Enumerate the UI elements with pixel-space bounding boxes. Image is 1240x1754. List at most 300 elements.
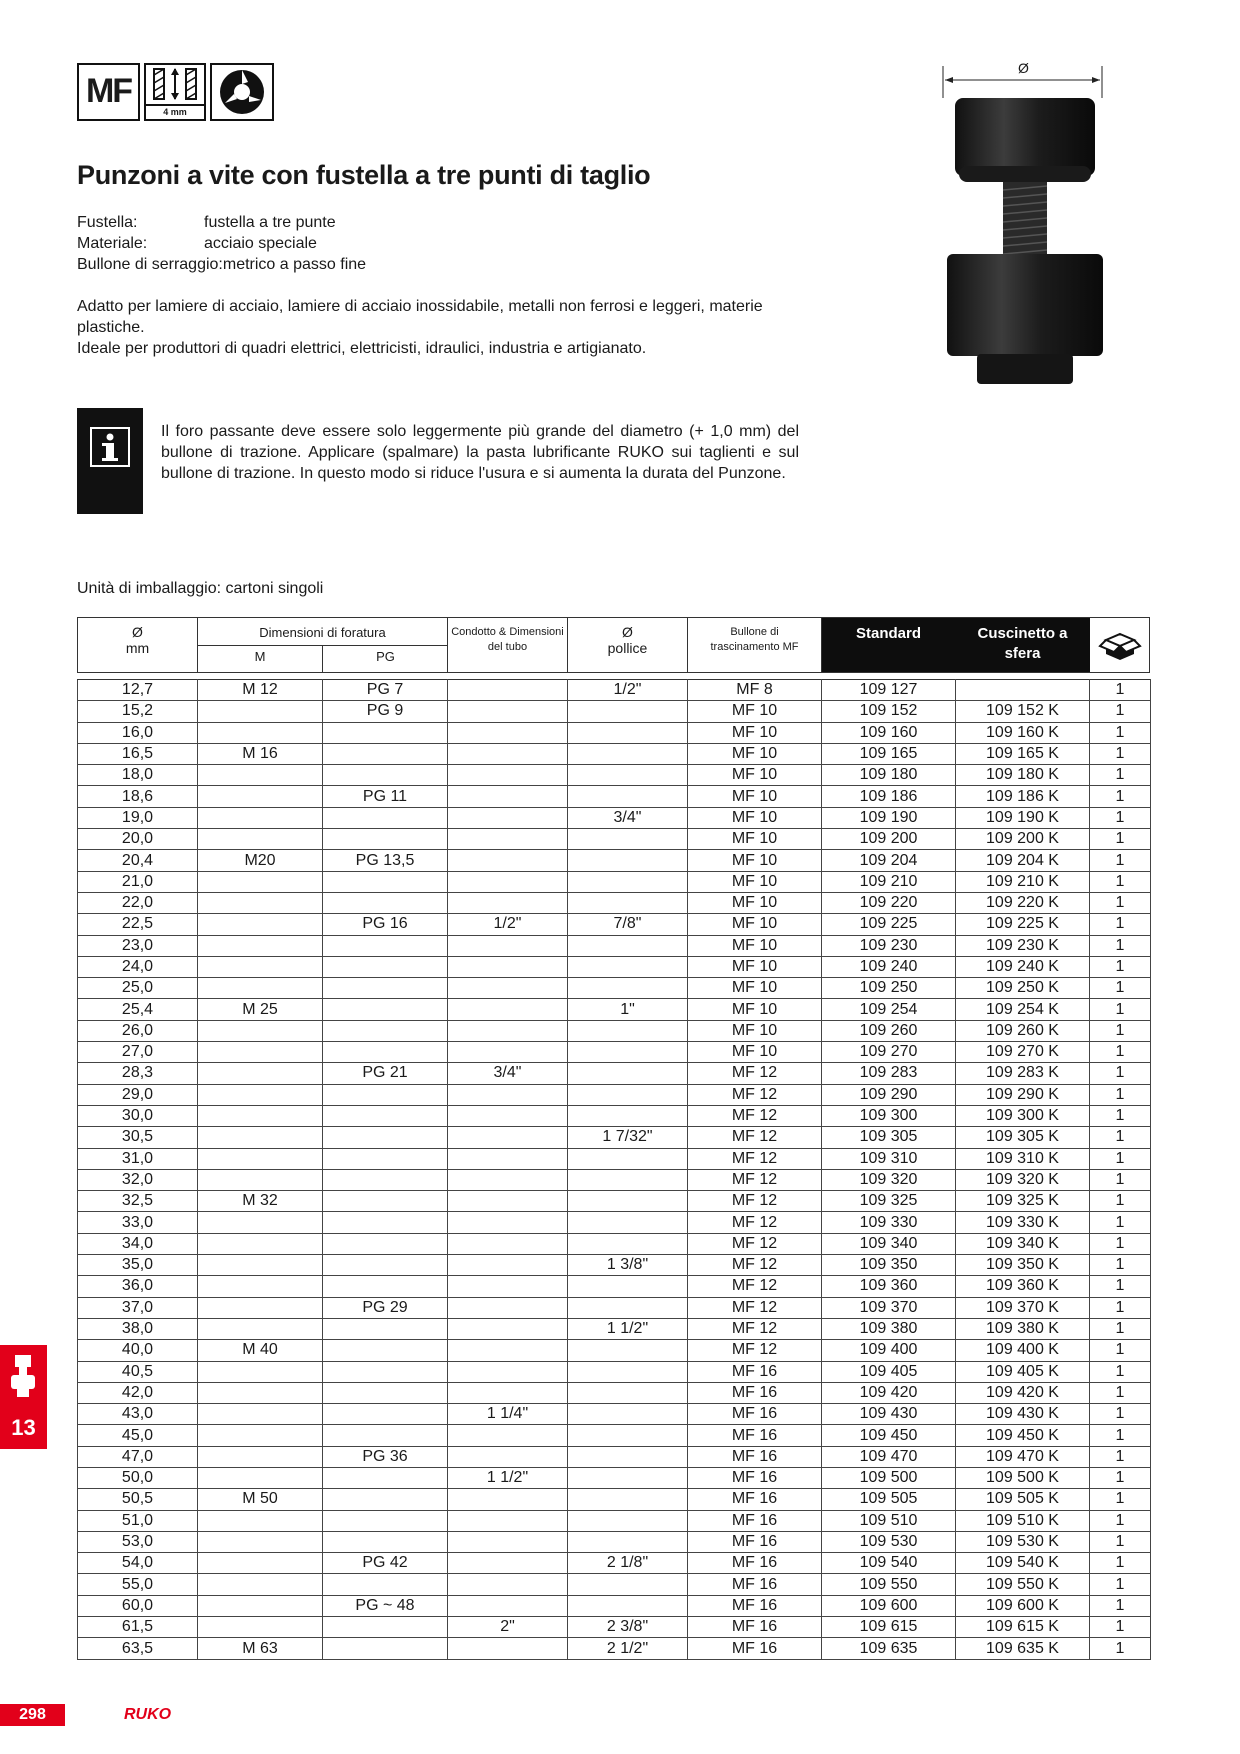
- table-cell: [323, 1425, 448, 1446]
- table-cell: [198, 807, 323, 828]
- spec-bullone: [77, 254, 366, 275]
- table-cell: MF 16: [688, 1617, 822, 1638]
- table-cell: MF 12: [688, 1191, 822, 1212]
- table-cell: [448, 1318, 568, 1339]
- table-row: [78, 1148, 1151, 1169]
- header-m: M: [198, 646, 323, 673]
- table-cell: [198, 1148, 323, 1169]
- table-cell: 2": [448, 1617, 568, 1638]
- table-cell: PG 13,5: [323, 850, 448, 871]
- table-cell: [198, 914, 323, 935]
- table-cell: [323, 807, 448, 828]
- table-cell: 109 340: [822, 1233, 956, 1254]
- table-row: [78, 935, 1151, 956]
- punch-product-image: [935, 58, 1115, 398]
- table-row: [78, 1553, 1151, 1574]
- package-box-icon: [1090, 618, 1150, 672]
- header-standard: Standard: [822, 618, 956, 672]
- table-cell: [448, 1148, 568, 1169]
- table-cell: [448, 1020, 568, 1041]
- product-table: [77, 679, 1151, 1660]
- table-cell: 109 550: [822, 1574, 956, 1595]
- table-cell: 109 190 K: [956, 807, 1090, 828]
- brand-logo: RUKO: [124, 1706, 172, 1723]
- table-cell: 37,0: [78, 1297, 198, 1318]
- table-row: [78, 1467, 1151, 1488]
- table-cell: [568, 722, 688, 743]
- table-cell: 109 615: [822, 1617, 956, 1638]
- table-cell: 109 505 K: [956, 1489, 1090, 1510]
- table-cell: [568, 1212, 688, 1233]
- table-cell: 1: [1090, 1127, 1151, 1148]
- table-cell: MF 12: [688, 1063, 822, 1084]
- chapter-number: 13: [11, 1415, 36, 1440]
- table-cell: [323, 829, 448, 850]
- table-cell: [448, 1510, 568, 1531]
- table-cell: 109 225 K: [956, 914, 1090, 935]
- table-row: [78, 1042, 1151, 1063]
- table-cell: 33,0: [78, 1212, 198, 1233]
- table-cell: [568, 850, 688, 871]
- header-conduit: Condotto & Dimensioni del tubo: [448, 618, 568, 672]
- spec-value: fustella a tre punte: [204, 214, 336, 231]
- table-cell: 1 1/4": [448, 1404, 568, 1425]
- material-thickness-icon: [144, 63, 206, 121]
- table-cell: [568, 956, 688, 977]
- table-cell: [568, 1361, 688, 1382]
- table-cell: 109 230 K: [956, 935, 1090, 956]
- table-cell: 109 225: [822, 914, 956, 935]
- table-cell: [198, 1233, 323, 1254]
- table-cell: [568, 1510, 688, 1531]
- table-cell: [198, 1382, 323, 1403]
- table-cell: 1: [1090, 1318, 1151, 1339]
- table-cell: 60,0: [78, 1595, 198, 1616]
- table-cell: [568, 1063, 688, 1084]
- table-cell: MF 10: [688, 1020, 822, 1041]
- table-cell: 1: [1090, 786, 1151, 807]
- table-cell: 1: [1090, 978, 1151, 999]
- table-cell: [568, 1191, 688, 1212]
- table-cell: 109 204 K: [956, 850, 1090, 871]
- table-cell: 30,0: [78, 1105, 198, 1126]
- table-cell: 18,0: [78, 765, 198, 786]
- table-cell: 27,0: [78, 1042, 198, 1063]
- table-cell: [198, 1212, 323, 1233]
- table-cell: [568, 1233, 688, 1254]
- table-cell: 109 210: [822, 871, 956, 892]
- table-cell: 1: [1090, 701, 1151, 722]
- table-cell: [198, 1105, 323, 1126]
- table-cell: 1: [1090, 871, 1151, 892]
- table-cell: [198, 1446, 323, 1467]
- table-cell: 1: [1090, 1212, 1151, 1233]
- table-cell: 15,2: [78, 701, 198, 722]
- table-cell: 109 300 K: [956, 1105, 1090, 1126]
- table-cell: 1: [1090, 1638, 1151, 1659]
- table-cell: [568, 1276, 688, 1297]
- table-cell: 109 250: [822, 978, 956, 999]
- table-row: [78, 829, 1151, 850]
- table-cell: [323, 1340, 448, 1361]
- table-cell: [198, 1574, 323, 1595]
- table-cell: 109 152 K: [956, 701, 1090, 722]
- table-cell: 1: [1090, 1105, 1151, 1126]
- table-cell: 1: [1090, 1297, 1151, 1318]
- table-cell: 29,0: [78, 1084, 198, 1105]
- table-cell: M 16: [198, 743, 323, 764]
- table-cell: 25,0: [78, 978, 198, 999]
- table-row: [78, 1446, 1151, 1467]
- table-cell: 1: [1090, 1020, 1151, 1041]
- diameter-label: Ø: [1018, 60, 1029, 76]
- table-cell: 109 186: [822, 786, 956, 807]
- table-cell: [568, 935, 688, 956]
- table-cell: 19,0: [78, 807, 198, 828]
- table-cell: 26,0: [78, 1020, 198, 1041]
- table-cell: 30,5: [78, 1127, 198, 1148]
- table-cell: MF 16: [688, 1595, 822, 1616]
- info-block: [77, 408, 143, 514]
- table-cell: [198, 1297, 323, 1318]
- table-cell: 1 3/8": [568, 1255, 688, 1276]
- header-diameter-mm: [78, 618, 198, 672]
- table-cell: 16,5: [78, 743, 198, 764]
- table-cell: [323, 935, 448, 956]
- table-cell: 109 350 K: [956, 1255, 1090, 1276]
- table-cell: 18,6: [78, 786, 198, 807]
- table-cell: MF 10: [688, 722, 822, 743]
- table-cell: M 12: [198, 680, 323, 701]
- table-cell: [323, 1318, 448, 1339]
- table-cell: [568, 743, 688, 764]
- table-cell: 1: [1090, 743, 1151, 764]
- spec-key: Materiale:: [77, 235, 148, 252]
- table-cell: [323, 1638, 448, 1659]
- table-cell: M 50: [198, 1489, 323, 1510]
- table-cell: [323, 1169, 448, 1190]
- table-cell: 32,0: [78, 1169, 198, 1190]
- table-cell: 1: [1090, 1425, 1151, 1446]
- table-cell: 1: [1090, 1489, 1151, 1510]
- table-cell: 1: [1090, 914, 1151, 935]
- packaging-unit: Unità di imballaggio: cartoni singoli: [77, 580, 324, 597]
- table-cell: [448, 1553, 568, 1574]
- table-cell: 109 400 K: [956, 1340, 1090, 1361]
- table-cell: [198, 1276, 323, 1297]
- table-row: [78, 1020, 1151, 1041]
- table-cell: 109 380: [822, 1318, 956, 1339]
- table-cell: MF 12: [688, 1169, 822, 1190]
- table-cell: MF 10: [688, 914, 822, 935]
- table-row: [78, 999, 1151, 1020]
- table-cell: MF 10: [688, 786, 822, 807]
- table-row: [78, 765, 1151, 786]
- table-cell: 109 330 K: [956, 1212, 1090, 1233]
- table-cell: [198, 1617, 323, 1638]
- table-cell: PG 36: [323, 1446, 448, 1467]
- table-row: [78, 892, 1151, 913]
- table-row: [78, 1084, 1151, 1105]
- table-cell: 109 500: [822, 1467, 956, 1488]
- table-cell: 109 510 K: [956, 1510, 1090, 1531]
- table-cell: [323, 1233, 448, 1254]
- table-row: [78, 1404, 1151, 1425]
- mf-type-icon: [77, 63, 140, 121]
- table-cell: [323, 978, 448, 999]
- chapter-tab: [0, 1345, 47, 1449]
- table-row: [78, 1318, 1151, 1339]
- table-cell: 1: [1090, 1595, 1151, 1616]
- table-cell: 7/8": [568, 914, 688, 935]
- table-cell: 1: [1090, 1255, 1151, 1276]
- thickness-hatch-icon: [146, 65, 204, 105]
- table-row: [78, 1105, 1151, 1126]
- table-cell: [448, 786, 568, 807]
- table-cell: 109 250 K: [956, 978, 1090, 999]
- table-cell: 109 254 K: [956, 999, 1090, 1020]
- table-cell: [568, 1489, 688, 1510]
- table-cell: M 40: [198, 1340, 323, 1361]
- table-cell: [448, 892, 568, 913]
- table-cell: 109 200 K: [956, 829, 1090, 850]
- table-cell: [323, 1361, 448, 1382]
- table-cell: [568, 892, 688, 913]
- table-cell: [448, 1425, 568, 1446]
- table-cell: 47,0: [78, 1446, 198, 1467]
- table-cell: [323, 1148, 448, 1169]
- table-cell: 109 370 K: [956, 1297, 1090, 1318]
- table-cell: 109 350: [822, 1255, 956, 1276]
- table-cell: 109 240 K: [956, 956, 1090, 977]
- table-cell: 55,0: [78, 1574, 198, 1595]
- description-uses: Adatto per lamiere di acciaio, lamiere di acciaio inossidabile, metalli non ferrosi e leggeri, materie plastiche.: [77, 298, 763, 336]
- table-cell: [568, 829, 688, 850]
- table-cell: [568, 1020, 688, 1041]
- table-row: [78, 1191, 1151, 1212]
- table-cell: 109 305: [822, 1127, 956, 1148]
- table-cell: PG 16: [323, 914, 448, 935]
- table-cell: [323, 1020, 448, 1041]
- table-row: [78, 1382, 1151, 1403]
- table-cell: [568, 1425, 688, 1446]
- table-cell: MF 12: [688, 1148, 822, 1169]
- table-cell: 1: [1090, 956, 1151, 977]
- table-row: [78, 1276, 1151, 1297]
- table-cell: 109 165: [822, 743, 956, 764]
- table-cell: [198, 722, 323, 743]
- table-cell: [323, 1404, 448, 1425]
- table-cell: PG ~ 48: [323, 1595, 448, 1616]
- table-cell: [198, 1361, 323, 1382]
- table-cell: MF 10: [688, 743, 822, 764]
- table-cell: 42,0: [78, 1382, 198, 1403]
- table-cell: [198, 1063, 323, 1084]
- table-cell: [198, 1467, 323, 1488]
- table-cell: MF 12: [688, 1105, 822, 1126]
- header-dia-unit: mm: [125, 640, 150, 656]
- table-cell: 1: [1090, 1553, 1151, 1574]
- table-cell: MF 12: [688, 1276, 822, 1297]
- table-cell: 20,4: [78, 850, 198, 871]
- table-cell: 109 290: [822, 1084, 956, 1105]
- table-cell: 2 3/8": [568, 1617, 688, 1638]
- table-cell: 109 270 K: [956, 1042, 1090, 1063]
- table-cell: 109 360 K: [956, 1276, 1090, 1297]
- table-cell: 3/4": [568, 807, 688, 828]
- table-cell: 1: [1090, 1361, 1151, 1382]
- table-cell: [198, 1169, 323, 1190]
- table-cell: [568, 1467, 688, 1488]
- table-cell: 109 510: [822, 1510, 956, 1531]
- table-cell: [568, 765, 688, 786]
- table-cell: [323, 1531, 448, 1552]
- table-cell: 109 310 K: [956, 1148, 1090, 1169]
- table-cell: M20: [198, 850, 323, 871]
- header-dia-symbol: Ø: [132, 624, 143, 640]
- table-cell: [568, 1297, 688, 1318]
- spec-value: acciaio speciale: [204, 235, 317, 252]
- table-cell: 1: [1090, 1276, 1151, 1297]
- table-cell: MF 10: [688, 956, 822, 977]
- table-cell: [323, 956, 448, 977]
- table-cell: 109 300: [822, 1105, 956, 1126]
- table-cell: 109 180: [822, 765, 956, 786]
- table-cell: MF 10: [688, 850, 822, 871]
- header-bolt: Bullone di trascinamento MF: [688, 618, 822, 672]
- spec-materiale: [77, 233, 317, 254]
- table-row: [78, 743, 1151, 764]
- table-cell: 109 180 K: [956, 765, 1090, 786]
- table-cell: [448, 1297, 568, 1318]
- page-number: 298: [0, 1704, 65, 1726]
- table-cell: MF 12: [688, 1127, 822, 1148]
- table-cell: 109 165 K: [956, 743, 1090, 764]
- table-cell: 109 186 K: [956, 786, 1090, 807]
- table-cell: MF 12: [688, 1340, 822, 1361]
- table-cell: 109 505: [822, 1489, 956, 1510]
- table-cell: 1: [1090, 1531, 1151, 1552]
- table-cell: MF 16: [688, 1531, 822, 1552]
- table-cell: 50,0: [78, 1467, 198, 1488]
- table-cell: 43,0: [78, 1404, 198, 1425]
- table-header: [77, 617, 1150, 673]
- table-cell: 109 430 K: [956, 1404, 1090, 1425]
- table-cell: 16,0: [78, 722, 198, 743]
- table-cell: 109 260: [822, 1020, 956, 1041]
- table-cell: 1: [1090, 999, 1151, 1020]
- table-cell: [568, 1404, 688, 1425]
- table-cell: 50,5: [78, 1489, 198, 1510]
- table-cell: M 25: [198, 999, 323, 1020]
- table-row: [78, 956, 1151, 977]
- table-cell: 109 540: [822, 1553, 956, 1574]
- table-cell: [448, 743, 568, 764]
- table-row: [78, 1531, 1151, 1552]
- table-cell: 109 530: [822, 1531, 956, 1552]
- table-cell: 54,0: [78, 1553, 198, 1574]
- table-cell: [568, 1340, 688, 1361]
- table-cell: [323, 1105, 448, 1126]
- table-cell: [198, 1042, 323, 1063]
- table-cell: 45,0: [78, 1425, 198, 1446]
- header-inch-symbol: Ø: [622, 624, 633, 640]
- table-cell: [198, 1510, 323, 1531]
- table-cell: 109 152: [822, 701, 956, 722]
- table-row: [78, 1489, 1151, 1510]
- table-cell: [198, 978, 323, 999]
- table-cell: [198, 786, 323, 807]
- table-cell: 109 370: [822, 1297, 956, 1318]
- table-cell: 1 1/2": [568, 1318, 688, 1339]
- table-cell: 109 450 K: [956, 1425, 1090, 1446]
- table-cell: [323, 1084, 448, 1105]
- table-cell: 109 210 K: [956, 871, 1090, 892]
- table-row: [78, 914, 1151, 935]
- spec-key: Bullone di serraggio:: [77, 256, 223, 273]
- table-cell: MF 10: [688, 1042, 822, 1063]
- table-cell: [323, 722, 448, 743]
- spec-fustella: [77, 212, 336, 233]
- page-title: Punzoni a vite con fustella a tre punti di taglio: [77, 160, 651, 190]
- table-cell: [956, 680, 1090, 701]
- header-drill-dims: [198, 618, 448, 672]
- table-cell: [448, 978, 568, 999]
- table-cell: 31,0: [78, 1148, 198, 1169]
- table-cell: [568, 1574, 688, 1595]
- table-cell: [448, 1595, 568, 1616]
- table-cell: [568, 1531, 688, 1552]
- table-cell: PG 11: [323, 786, 448, 807]
- table-cell: MF 12: [688, 1318, 822, 1339]
- header-inch: [568, 618, 688, 672]
- table-cell: 109 305 K: [956, 1127, 1090, 1148]
- table-cell: MF 10: [688, 978, 822, 999]
- table-cell: [448, 1169, 568, 1190]
- table-cell: [448, 1233, 568, 1254]
- table-cell: 109 325 K: [956, 1191, 1090, 1212]
- table-cell: [323, 1276, 448, 1297]
- table-cell: MF 16: [688, 1510, 822, 1531]
- table-cell: 1 1/2": [448, 1467, 568, 1488]
- table-cell: [568, 1446, 688, 1467]
- table-cell: 109 540 K: [956, 1553, 1090, 1574]
- table-cell: 25,4: [78, 999, 198, 1020]
- header-pg: PG: [376, 649, 395, 664]
- table-row: [78, 871, 1151, 892]
- table-cell: MF 12: [688, 1255, 822, 1276]
- table-cell: 109 330: [822, 1212, 956, 1233]
- table-cell: 1: [1090, 1191, 1151, 1212]
- table-cell: 1: [1090, 1510, 1151, 1531]
- table-cell: [568, 786, 688, 807]
- table-cell: [198, 1255, 323, 1276]
- table-cell: MF 10: [688, 765, 822, 786]
- table-cell: [198, 1425, 323, 1446]
- table-cell: 109 190: [822, 807, 956, 828]
- table-cell: [568, 1105, 688, 1126]
- table-cell: PG 42: [323, 1553, 448, 1574]
- table-row: [78, 1297, 1151, 1318]
- table-cell: [448, 1191, 568, 1212]
- table-cell: 61,5: [78, 1617, 198, 1638]
- table-cell: [448, 1127, 568, 1148]
- table-row: [78, 807, 1151, 828]
- table-cell: [323, 871, 448, 892]
- table-cell: [568, 1148, 688, 1169]
- table-cell: 1 7/32": [568, 1127, 688, 1148]
- table-cell: [448, 1638, 568, 1659]
